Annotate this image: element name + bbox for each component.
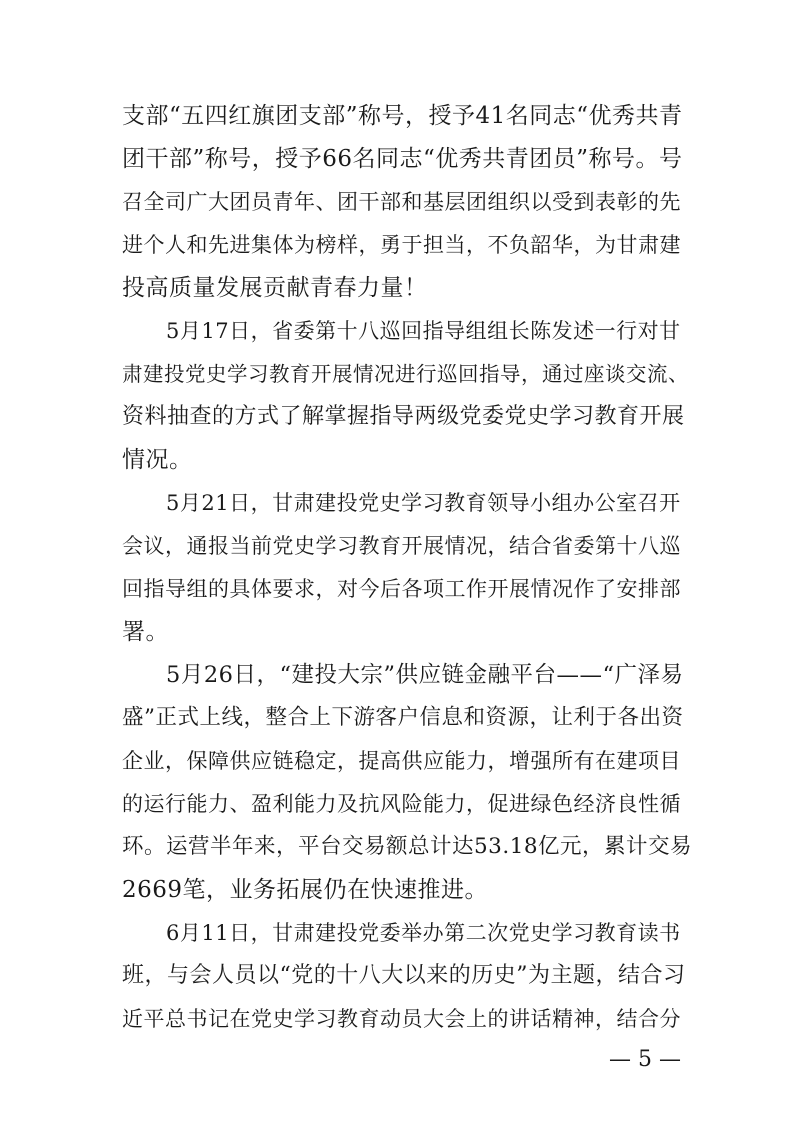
text-line: 盛”正式上线，整合上下游客户信息和资源，让利于各出资 — [122, 705, 684, 730]
text-line: 的运行能力、盈利能力及抗风险能力，促进绿色经济良性循 — [122, 792, 681, 816]
page-number: — 5 — — [609, 1047, 681, 1072]
text-line: 企业，保障供应链稳定，提高供应能力，增强所有在建项目 — [122, 749, 681, 773]
text-line: 情况。 — [122, 447, 193, 473]
text-line: 投高质量发展贡献青春力量！ — [122, 275, 428, 301]
text-line: 近平总书记在党史学习教育动员大会上的讲话精神，结合分 — [122, 1007, 681, 1031]
paragraph-start-line: 6月11日，甘肃建投党委举办第二次党史学习教育读书 — [166, 921, 681, 945]
text-line: 肃建投党史学习教育开展情况进行巡回指导，通过座谈交流、 — [122, 362, 689, 386]
text-line: 班，与会人员以“党的十八大以来的历史”为主题，结合习 — [122, 963, 686, 988]
text-line: 团干部”称号，授予66名同志“优秀共青团员”称号。号 — [122, 146, 683, 172]
paragraph-start-line: 5月21日，甘肃建投党史学习教育领导小组办公室召开 — [166, 491, 681, 515]
text-line: 署。 — [122, 619, 169, 645]
text-line: 2669笔，业务拓展仍在快速推进。 — [122, 877, 489, 903]
text-line: 会议，通报当前党史学习教育开展情况，结合省委第十八巡 — [122, 534, 681, 558]
paragraph-start-line: 5月26日，“建投大宗”供应链金融平台——“广泽易 — [166, 662, 684, 688]
text-line: 支部“五四红旗团支部”称号，授予41名同志“优秀共青 — [122, 103, 683, 129]
paragraph-start-line: 5月17日，省委第十八巡回指导组组长陈发述一行对甘 — [166, 319, 681, 343]
text-line: 资料抽查的方式了解掌握指导两级党委党史学习教育开展 — [122, 404, 685, 429]
text-line: 环。运营半年来，平台交易额总计达53.18亿元，累计交易 — [122, 834, 693, 859]
text-line: 召全司广大团员青年、团干部和基层团组织以受到表彰的先 — [122, 190, 681, 214]
text-line: 回指导组的具体要求，对今后各项工作开展情况作了安排部 — [122, 577, 681, 601]
text-line: 进个人和先进集体为榜样，勇于担当，不负韶华，为甘肃建 — [122, 233, 681, 257]
